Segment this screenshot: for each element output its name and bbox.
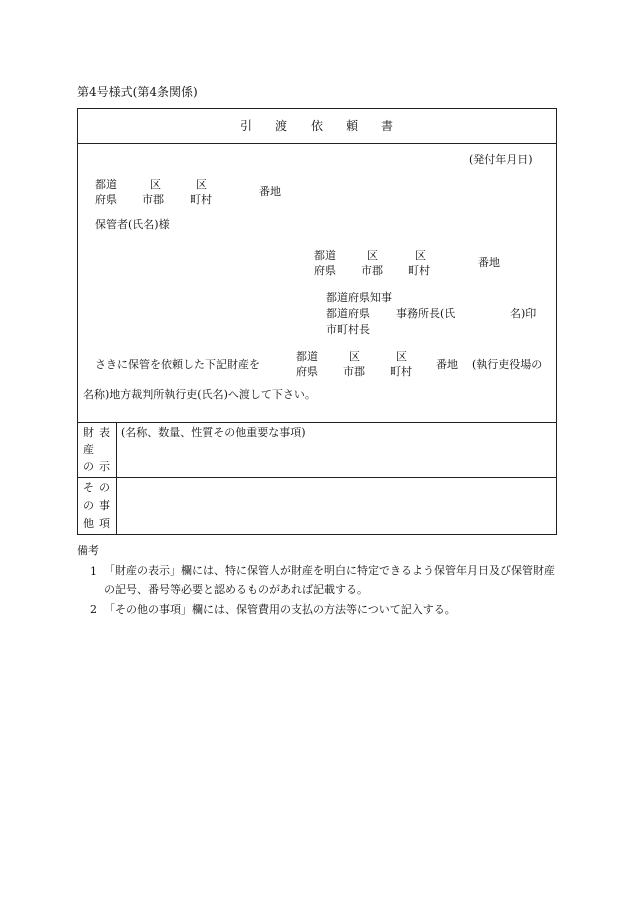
custodian-name: 保管者(氏名)様 — [95, 218, 170, 231]
title-divider — [77, 143, 557, 144]
address1-ward-1: 区 — [150, 178, 161, 191]
address2-pref-2: 府県 — [314, 264, 336, 277]
body-divider — [77, 422, 557, 423]
note-1-text: 「財産の表示」欄には、特に保管人が財産を明白に特定できるよう保管年月日及び保管財産の記号、番号等必要と認めるものがあれば記載する。 — [104, 564, 555, 596]
address1-town-1: 区 — [196, 178, 207, 191]
property-label-3: 産 — [83, 443, 94, 456]
notes-heading: 備考 — [77, 544, 99, 557]
note-1-number: 1 — [90, 565, 97, 578]
request-lead: さきに保管を依頼した下記財産を — [95, 358, 260, 371]
title-char-5: 書 — [381, 119, 394, 133]
title-char-3: 依 — [311, 119, 324, 133]
form-number: 第4号様式(第4条関係) — [77, 85, 198, 99]
title-char-4: 頼 — [346, 119, 359, 133]
title-char-2: 渡 — [275, 119, 288, 133]
property-description: (名称、数量、性質その他重要な事項) — [121, 426, 306, 439]
address2-ward-1: 区 — [367, 249, 378, 262]
issuer-mayor: 市町村長 — [326, 323, 370, 336]
issuer-governor: 都道府県知事 — [326, 291, 392, 304]
issuer-office-head: 事務所長(氏 — [396, 307, 456, 320]
note-2-number: 2 — [90, 603, 97, 616]
request-line2: 名称)地方裁判所執行吏(氏名)へ渡して下さい。 — [83, 388, 316, 401]
request-town-2: 町村 — [390, 365, 412, 378]
other-label-3: の — [83, 499, 94, 512]
address1-pref-2: 府県 — [95, 193, 117, 206]
address2-town-2: 町村 — [408, 264, 430, 277]
request-tail: (執行吏役場の — [472, 358, 543, 371]
other-label-5: 他 — [83, 517, 94, 530]
address2-ward-2: 市郡 — [361, 264, 383, 277]
property-divider — [77, 477, 557, 478]
other-label-1: そ — [83, 481, 94, 494]
request-ward-1: 区 — [349, 350, 360, 363]
address1-banchi: 番地 — [259, 185, 281, 198]
property-label-1: 財 — [83, 426, 94, 439]
other-label-2: の — [99, 481, 110, 494]
address1-pref-1: 都道 — [95, 178, 117, 191]
request-ward-2: 市郡 — [343, 365, 365, 378]
issuer-seal: 名)印 — [510, 307, 537, 320]
request-pref-1: 都道 — [296, 350, 318, 363]
property-label-4: の — [83, 460, 94, 473]
other-label-4: 事 — [99, 499, 110, 512]
request-banchi: 番地 — [436, 358, 458, 371]
issuer-prefecture: 都道府県 — [326, 307, 370, 320]
title-char-1: 引 — [240, 119, 253, 133]
label-column-divider — [116, 422, 117, 535]
issue-date: (発付年月日) — [469, 153, 533, 166]
request-town-1: 区 — [396, 350, 407, 363]
property-label-2: 表 — [99, 426, 110, 439]
address1-town-2: 町村 — [190, 193, 212, 206]
address1-ward-2: 市郡 — [142, 193, 164, 206]
address2-pref-1: 都道 — [314, 249, 336, 262]
address2-banchi: 番地 — [478, 256, 500, 269]
address2-town-1: 区 — [415, 249, 426, 262]
other-label-6: 項 — [99, 517, 110, 530]
note-2-text: 「その他の事項」欄には、保管費用の支払の方法等について記入する。 — [104, 603, 456, 616]
form-frame — [77, 108, 557, 535]
request-pref-2: 府県 — [296, 365, 318, 378]
property-label-5: 示 — [99, 460, 110, 473]
